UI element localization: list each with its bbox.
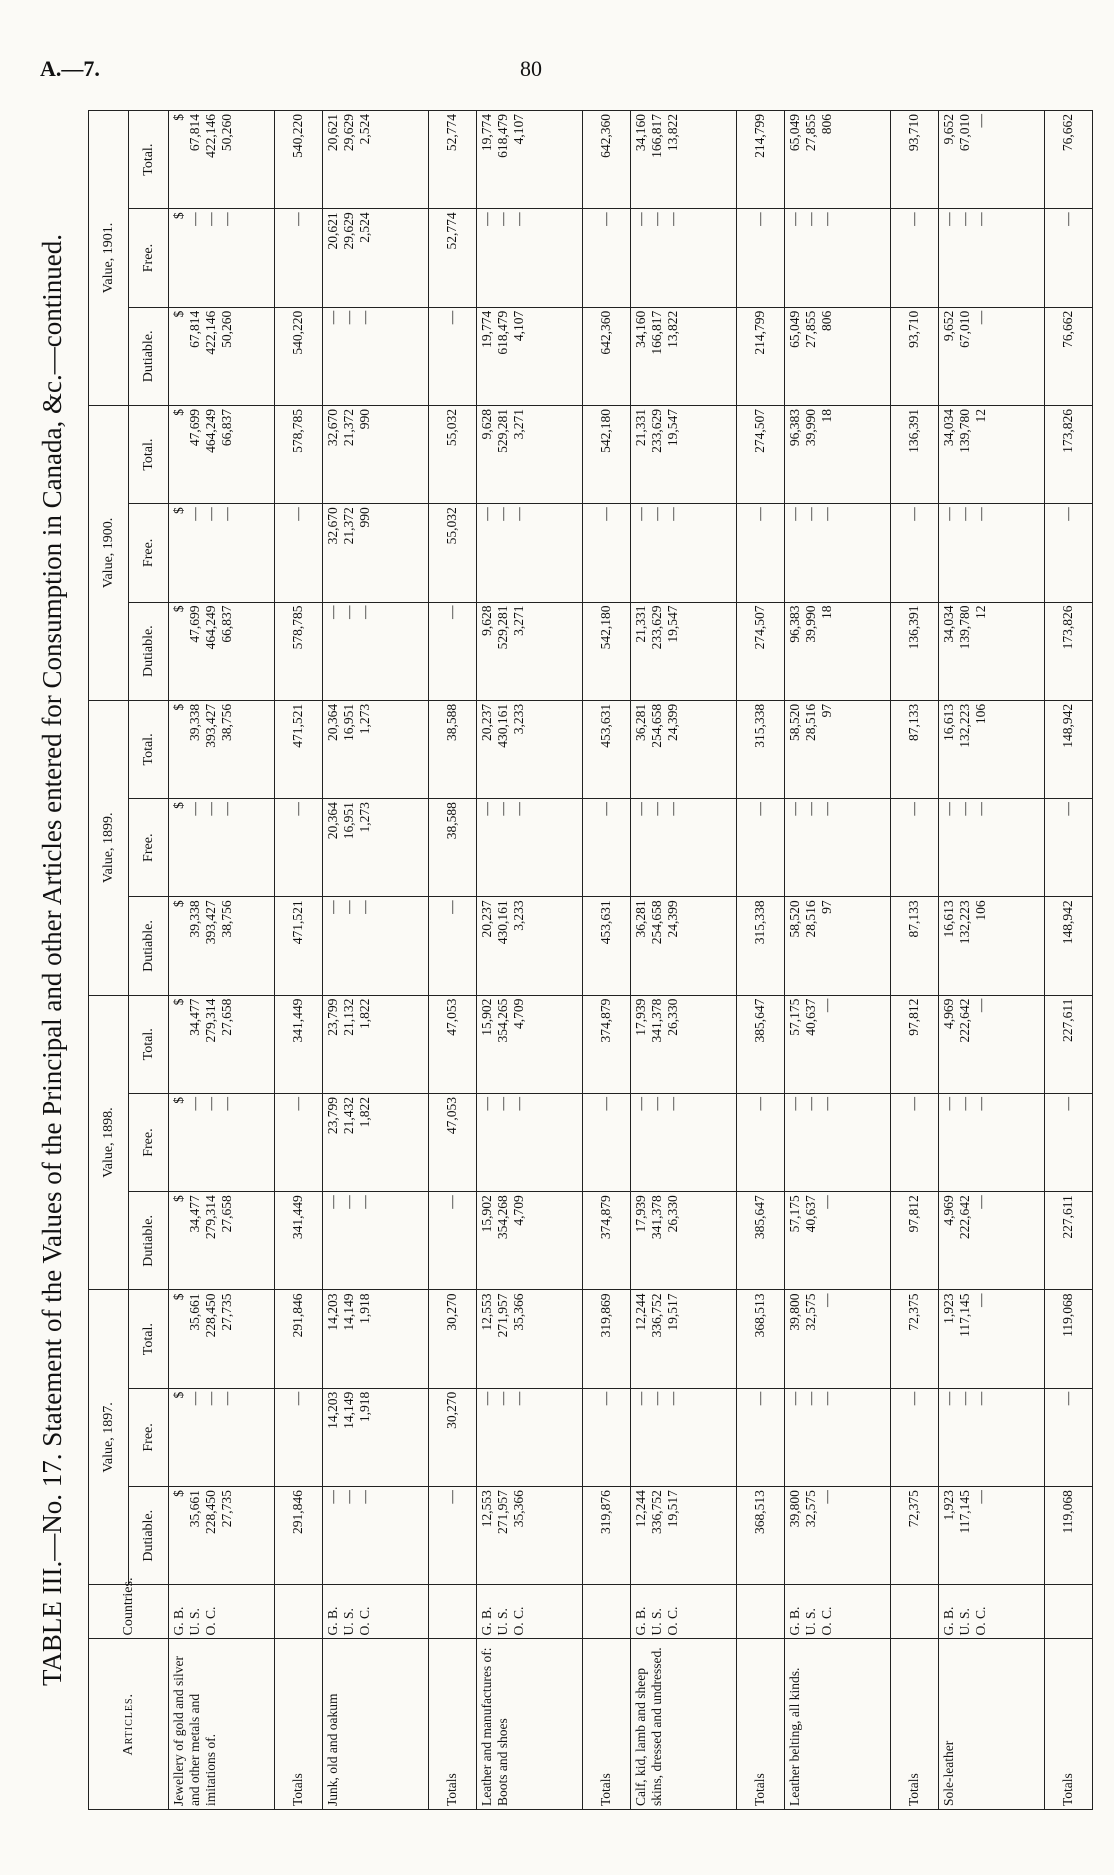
value-cell: 385,647 bbox=[736, 1192, 784, 1290]
countries-cell bbox=[890, 1585, 938, 1639]
value-cell: — — — bbox=[476, 1093, 582, 1191]
value-cell: 227,611 bbox=[1044, 1192, 1092, 1290]
totals-row bbox=[274, 111, 322, 1810]
value-cell: — bbox=[428, 307, 476, 405]
subheader-dutiable: Dutiable. bbox=[129, 1192, 169, 1290]
value-cell: — bbox=[582, 209, 630, 307]
table-title: TABLE III.—No. 17. Statement of the Values of the Principal and other Articles entered for Consumption in Canada, &c.—continued. bbox=[37, 234, 67, 1687]
value-cell: $ 39,338 393,427 38,756 bbox=[169, 700, 275, 798]
value-cell: 96,383 39,990 18 bbox=[784, 602, 890, 700]
subheader-total: Total. bbox=[129, 1290, 169, 1388]
value-cell: 9,652 67,010 — bbox=[938, 111, 1044, 209]
subheader-row bbox=[129, 111, 169, 1810]
value-cell: 93,710 bbox=[890, 111, 938, 209]
value-cell: 17,939 341,378 26,330 bbox=[630, 995, 736, 1093]
countries-cell: G. B. U. S. O. C. bbox=[630, 1585, 736, 1639]
article-cell: Leather belting, all kinds. bbox=[784, 1639, 890, 1810]
countries-cell bbox=[736, 1585, 784, 1639]
value-cell: 39,800 32,575 — bbox=[784, 1290, 890, 1388]
value-cell: 21,331 233,629 19,547 bbox=[630, 602, 736, 700]
value-cell: 20,364 16,951 1,273 bbox=[322, 700, 428, 798]
value-cell: 93,710 bbox=[890, 307, 938, 405]
countries-cell bbox=[582, 1585, 630, 1639]
subheader-free: Free. bbox=[129, 504, 169, 602]
subheader-dutiable: Dutiable. bbox=[129, 897, 169, 995]
page-number: 80 bbox=[520, 56, 542, 81]
table-container bbox=[88, 110, 1093, 1810]
countries-cell: G. B. U. S. O. C. bbox=[476, 1585, 582, 1639]
article-cell: Totals bbox=[274, 1639, 322, 1810]
value-cell: 214,799 bbox=[736, 307, 784, 405]
value-cell: $ — — — bbox=[169, 1093, 275, 1191]
subheader-dutiable: Dutiable. bbox=[129, 1487, 169, 1585]
value-cell: $ — — — bbox=[169, 1388, 275, 1486]
value-cell: — bbox=[274, 209, 322, 307]
value-cell: 148,942 bbox=[1044, 897, 1092, 995]
value-cell: 15,902 354,265 4,709 bbox=[476, 995, 582, 1093]
year-header: Value, 1900. bbox=[89, 405, 129, 700]
value-cell: 368,513 bbox=[736, 1290, 784, 1388]
subheader-total: Total. bbox=[129, 700, 169, 798]
value-cell: 319,869 bbox=[582, 1290, 630, 1388]
value-cell: 96,383 39,990 18 bbox=[784, 405, 890, 503]
value-cell: 148,942 bbox=[1044, 700, 1092, 798]
year-header: Value, 1899. bbox=[89, 700, 129, 995]
value-cell: 9,628 529,281 3,271 bbox=[476, 602, 582, 700]
value-cell: 540,220 bbox=[274, 111, 322, 209]
countries-cell bbox=[428, 1585, 476, 1639]
value-cell: 30,270 bbox=[428, 1388, 476, 1486]
value-cell: 32,670 21,372 990 bbox=[322, 504, 428, 602]
value-cell: $ 67,814 422,146 50,260 bbox=[169, 111, 275, 209]
countries-cell bbox=[1044, 1585, 1092, 1639]
value-cell: 341,449 bbox=[274, 995, 322, 1093]
value-cell: 291,846 bbox=[274, 1290, 322, 1388]
value-cell: 65,049 27,855 806 bbox=[784, 111, 890, 209]
value-cell: $ — — — bbox=[169, 504, 275, 602]
table-body bbox=[169, 111, 1093, 1810]
value-cell: 20,237 430,161 3,233 bbox=[476, 897, 582, 995]
articles-header: Articles. bbox=[89, 1639, 169, 1810]
subheader-free: Free. bbox=[129, 1388, 169, 1486]
article-cell: Leather and manufactures of: Boots and shoes bbox=[476, 1639, 582, 1810]
value-cell: 12,244 336,752 19,517 bbox=[630, 1290, 736, 1388]
value-cell: — — — bbox=[322, 602, 428, 700]
value-cell: — — — bbox=[322, 1192, 428, 1290]
value-cell: 119,068 bbox=[1044, 1290, 1092, 1388]
value-cell: — — — bbox=[476, 799, 582, 897]
value-cell: 97,812 bbox=[890, 995, 938, 1093]
value-cell: 385,647 bbox=[736, 995, 784, 1093]
value-cell: 19,774 618,479 4,107 bbox=[476, 111, 582, 209]
value-cell: — bbox=[890, 799, 938, 897]
value-cell: $ 67,814 422,146 50,260 bbox=[169, 307, 275, 405]
value-cell: $ 47,699 464,249 66,837 bbox=[169, 602, 275, 700]
value-cell: 471,521 bbox=[274, 897, 322, 995]
totals-row bbox=[890, 111, 938, 1810]
value-cell: — bbox=[582, 504, 630, 602]
value-cell: 274,507 bbox=[736, 602, 784, 700]
value-cell: 36,281 254,658 24,399 bbox=[630, 700, 736, 798]
statistics-table bbox=[88, 110, 1093, 1810]
value-cell: 52,774 bbox=[428, 111, 476, 209]
article-cell: Totals bbox=[890, 1639, 938, 1810]
subheader-dutiable: Dutiable. bbox=[129, 307, 169, 405]
value-cell: 12,244 336,752 19,517 bbox=[630, 1487, 736, 1585]
value-cell: — bbox=[428, 897, 476, 995]
value-cell: — — — bbox=[630, 1093, 736, 1191]
value-cell: $ 47,699 464,249 66,837 bbox=[169, 405, 275, 503]
value-cell: 173,826 bbox=[1044, 405, 1092, 503]
value-cell: 374,879 bbox=[582, 1192, 630, 1290]
value-cell: 21,331 233,629 19,547 bbox=[630, 405, 736, 503]
value-cell: 542,180 bbox=[582, 405, 630, 503]
value-cell: 374,879 bbox=[582, 995, 630, 1093]
value-cell: 4,969 222,642 — bbox=[938, 1192, 1044, 1290]
value-cell: — bbox=[1044, 504, 1092, 602]
value-cell: 34,034 139,780 12 bbox=[938, 602, 1044, 700]
value-cell: 453,631 bbox=[582, 897, 630, 995]
value-cell: — — — bbox=[784, 799, 890, 897]
article-row bbox=[784, 111, 890, 1810]
article-row bbox=[322, 111, 428, 1810]
value-cell: — bbox=[890, 1388, 938, 1486]
value-cell: — bbox=[274, 504, 322, 602]
value-cell: 291,846 bbox=[274, 1487, 322, 1585]
value-cell: — — — bbox=[476, 209, 582, 307]
value-cell: 72,375 bbox=[890, 1487, 938, 1585]
value-cell: — bbox=[428, 1192, 476, 1290]
value-cell: — — — bbox=[784, 1093, 890, 1191]
value-cell: 38,588 bbox=[428, 799, 476, 897]
value-cell: 274,507 bbox=[736, 405, 784, 503]
value-cell: 32,670 21,372 990 bbox=[322, 405, 428, 503]
article-row bbox=[938, 111, 1044, 1810]
value-cell: 36,281 254,658 24,399 bbox=[630, 897, 736, 995]
subheader-total: Total. bbox=[129, 995, 169, 1093]
value-cell: — bbox=[736, 799, 784, 897]
value-cell: — — — bbox=[938, 209, 1044, 307]
value-cell: 1,923 117,145 — bbox=[938, 1487, 1044, 1585]
value-cell: 578,785 bbox=[274, 602, 322, 700]
value-cell: 76,662 bbox=[1044, 111, 1092, 209]
value-cell: 30,270 bbox=[428, 1290, 476, 1388]
value-cell: — — — bbox=[784, 504, 890, 602]
value-cell: — — — bbox=[322, 307, 428, 405]
subheader-free: Free. bbox=[129, 799, 169, 897]
totals-row bbox=[1044, 111, 1092, 1810]
value-cell: 315,338 bbox=[736, 700, 784, 798]
value-cell: — — — bbox=[630, 504, 736, 602]
value-cell: — — — bbox=[938, 504, 1044, 602]
value-cell: $ 35,661 228,450 27,735 bbox=[169, 1487, 275, 1585]
countries-cell: G. B. U. S. O. C. bbox=[322, 1585, 428, 1639]
value-cell: 19,774 618,479 4,107 bbox=[476, 307, 582, 405]
value-cell: — bbox=[890, 1093, 938, 1191]
value-cell: 453,631 bbox=[582, 700, 630, 798]
value-cell: 23,799 21,432 1,822 bbox=[322, 1093, 428, 1191]
value-cell: 642,360 bbox=[582, 307, 630, 405]
value-cell: $ 34,477 279,314 27,658 bbox=[169, 1192, 275, 1290]
value-cell: — bbox=[582, 1093, 630, 1191]
value-cell: 16,613 132,223 106 bbox=[938, 700, 1044, 798]
value-cell: — — — bbox=[938, 1388, 1044, 1486]
value-cell: 12,553 271,957 35,366 bbox=[476, 1290, 582, 1388]
value-cell: — bbox=[736, 209, 784, 307]
value-cell: 9,652 67,010 — bbox=[938, 307, 1044, 405]
value-cell: 72,375 bbox=[890, 1290, 938, 1388]
value-cell: 4,969 222,642 — bbox=[938, 995, 1044, 1093]
article-cell: Totals bbox=[736, 1639, 784, 1810]
value-cell: 319,876 bbox=[582, 1487, 630, 1585]
value-cell: $ 39,338 393,427 38,756 bbox=[169, 897, 275, 995]
article-cell: Junk, old and oakum bbox=[322, 1639, 428, 1810]
article-cell: Sole-leather bbox=[938, 1639, 1044, 1810]
value-cell: 58,520 28,516 97 bbox=[784, 897, 890, 995]
value-cell: 39,800 32,575 — bbox=[784, 1487, 890, 1585]
article-cell: Totals bbox=[582, 1639, 630, 1810]
value-cell: — bbox=[428, 602, 476, 700]
year-header: Value, 1897. bbox=[89, 1290, 129, 1585]
value-cell: 58,520 28,516 97 bbox=[784, 700, 890, 798]
article-row bbox=[476, 111, 582, 1810]
countries-header: Countries. bbox=[89, 1585, 169, 1639]
value-cell: — bbox=[1044, 799, 1092, 897]
countries-cell: G. B. U. S. O. C. bbox=[169, 1585, 275, 1639]
totals-row bbox=[428, 111, 476, 1810]
value-cell: 34,160 166,817 13,822 bbox=[630, 307, 736, 405]
value-cell: 119,068 bbox=[1044, 1487, 1092, 1585]
value-cell: 20,237 430,161 3,233 bbox=[476, 700, 582, 798]
value-cell: 34,160 166,817 13,822 bbox=[630, 111, 736, 209]
article-cell: Totals bbox=[428, 1639, 476, 1810]
value-cell: 38,588 bbox=[428, 700, 476, 798]
year-header: Value, 1898. bbox=[89, 995, 129, 1290]
value-cell: 17,939 341,378 26,330 bbox=[630, 1192, 736, 1290]
subheader-total: Total. bbox=[129, 111, 169, 209]
title-band bbox=[22, 110, 82, 1810]
value-cell: 23,799 21,132 1,822 bbox=[322, 995, 428, 1093]
value-cell: — bbox=[582, 799, 630, 897]
value-cell: — bbox=[736, 1093, 784, 1191]
value-cell: — — — bbox=[476, 504, 582, 602]
value-cell: 57,175 40,637 — bbox=[784, 995, 890, 1093]
value-cell: — bbox=[274, 1388, 322, 1486]
rotated-table-wrapper bbox=[88, 110, 1093, 1810]
value-cell: — — — bbox=[322, 1487, 428, 1585]
value-cell: 16,613 132,223 106 bbox=[938, 897, 1044, 995]
value-cell: 20,621 29,629 2,524 bbox=[322, 111, 428, 209]
value-cell: — — — bbox=[322, 897, 428, 995]
value-cell: 214,799 bbox=[736, 111, 784, 209]
subheader-free: Free. bbox=[129, 1093, 169, 1191]
value-cell: 540,220 bbox=[274, 307, 322, 405]
value-cell: 542,180 bbox=[582, 602, 630, 700]
value-cell: 55,032 bbox=[428, 405, 476, 503]
value-cell: 97,812 bbox=[890, 1192, 938, 1290]
value-cell: — — — bbox=[784, 1388, 890, 1486]
value-cell: — bbox=[274, 1093, 322, 1191]
subheader-free: Free. bbox=[129, 209, 169, 307]
value-cell: 15,902 354,268 4,709 bbox=[476, 1192, 582, 1290]
value-cell: 87,133 bbox=[890, 897, 938, 995]
value-cell: $ 34,477 279,314 27,658 bbox=[169, 995, 275, 1093]
subheader-dutiable: Dutiable. bbox=[129, 602, 169, 700]
value-cell: 471,521 bbox=[274, 700, 322, 798]
value-cell: — — — bbox=[938, 799, 1044, 897]
value-cell: — — — bbox=[630, 209, 736, 307]
value-cell: 55,032 bbox=[428, 504, 476, 602]
value-cell: 315,338 bbox=[736, 897, 784, 995]
value-cell: — bbox=[736, 504, 784, 602]
table-head bbox=[89, 111, 169, 1810]
value-cell: 227,611 bbox=[1044, 995, 1092, 1093]
value-cell: 34,034 139,780 12 bbox=[938, 405, 1044, 503]
totals-row bbox=[736, 111, 784, 1810]
value-cell: 87,133 bbox=[890, 700, 938, 798]
value-cell: — bbox=[890, 209, 938, 307]
value-cell: — — — bbox=[630, 799, 736, 897]
value-cell: 57,175 40,637 — bbox=[784, 1192, 890, 1290]
value-cell: 20,621 29,629 2,524 bbox=[322, 209, 428, 307]
article-cell: Jewellery of gold and silver and other metals and imitations of. bbox=[169, 1639, 275, 1810]
article-cell: Calf, kid, lamb and sheep skins, dressed and undressed. bbox=[630, 1639, 736, 1810]
value-cell: 12,553 271,957 35,366 bbox=[476, 1487, 582, 1585]
value-cell: — bbox=[1044, 209, 1092, 307]
value-cell: — — — bbox=[476, 1388, 582, 1486]
article-cell: Totals bbox=[1044, 1639, 1092, 1810]
value-cell: 9,628 529,281 3,271 bbox=[476, 405, 582, 503]
value-cell: — — — bbox=[630, 1388, 736, 1486]
value-cell: 52,774 bbox=[428, 209, 476, 307]
value-cell: $ — — — bbox=[169, 209, 275, 307]
value-cell: — bbox=[736, 1388, 784, 1486]
value-cell: — bbox=[1044, 1093, 1092, 1191]
countries-cell bbox=[274, 1585, 322, 1639]
value-cell: $ 35,661 228,450 27,735 bbox=[169, 1290, 275, 1388]
value-cell: 578,785 bbox=[274, 405, 322, 503]
value-cell: 47,053 bbox=[428, 995, 476, 1093]
value-cell: 173,826 bbox=[1044, 602, 1092, 700]
value-cell: 65,049 27,855 806 bbox=[784, 307, 890, 405]
value-cell: — bbox=[1044, 1388, 1092, 1486]
year-header: Value, 1901. bbox=[89, 111, 129, 406]
value-cell: — bbox=[582, 1388, 630, 1486]
countries-cell: G. B. U. S. O. C. bbox=[784, 1585, 890, 1639]
subheader-total: Total. bbox=[129, 405, 169, 503]
value-cell: — bbox=[274, 799, 322, 897]
value-cell: 341,449 bbox=[274, 1192, 322, 1290]
value-cell: 20,364 16,951 1,273 bbox=[322, 799, 428, 897]
value-cell: — bbox=[428, 1487, 476, 1585]
value-cell: $ — — — bbox=[169, 799, 275, 897]
article-row bbox=[169, 111, 275, 1810]
value-cell: 368,513 bbox=[736, 1487, 784, 1585]
totals-row bbox=[582, 111, 630, 1810]
value-cell: 136,391 bbox=[890, 602, 938, 700]
value-cell: — — — bbox=[938, 1093, 1044, 1191]
value-cell: 76,662 bbox=[1044, 307, 1092, 405]
value-cell: 47,053 bbox=[428, 1093, 476, 1191]
value-cell: — bbox=[890, 504, 938, 602]
value-cell: 14,203 14,149 1,918 bbox=[322, 1388, 428, 1486]
value-cell: 1,923 117,145 — bbox=[938, 1290, 1044, 1388]
document-reference: A.—7. bbox=[40, 56, 100, 81]
value-cell: 136,391 bbox=[890, 405, 938, 503]
article-row bbox=[630, 111, 736, 1810]
value-cell: 642,360 bbox=[582, 111, 630, 209]
value-cell: 14,203 14,149 1,918 bbox=[322, 1290, 428, 1388]
value-cell: — — — bbox=[784, 209, 890, 307]
countries-cell: G. B. U. S. O. C. bbox=[938, 1585, 1044, 1639]
